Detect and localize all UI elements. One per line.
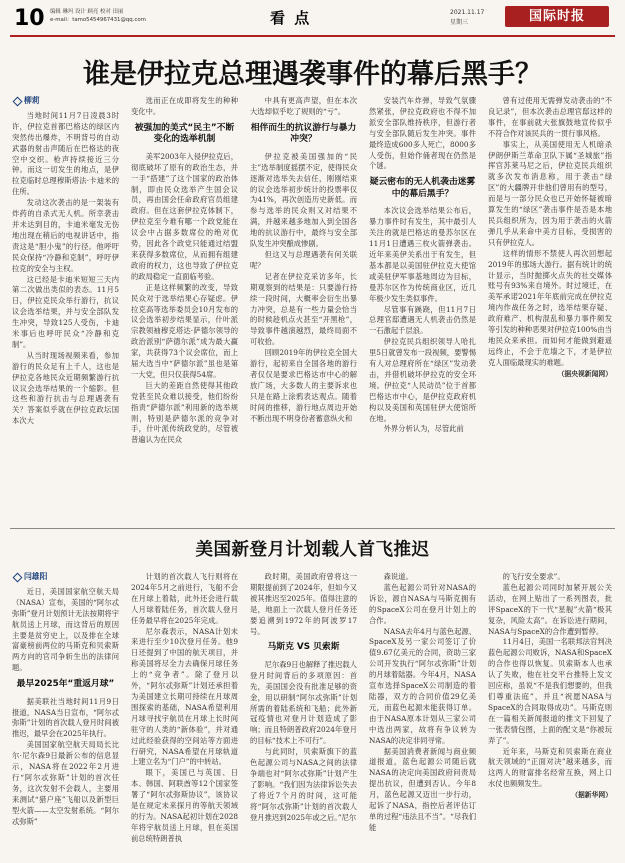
paragraph: 安装汽车炸弹，导致气氛骤然紧张，伊拉克政府也不得不加派安全部队维持秩序，但游行者与安全部队随后发生冲突。事件最终造成600多人死亡，8000多人受伤，但始作俑者现在仍然是个谜。 — [369, 96, 476, 171]
article2-subheading-2: 马斯克 VS 贝索斯 — [267, 642, 340, 653]
paragraph: 这已经是卡迪米短短三天内第二次做出类似的表态。11月5日，伊拉克民众举行游行，抗议议会选举结果，并与安全部队发生冲突，导致125人受伤，卡迪米事后也呼吁民众“冷静和克制”。 — [12, 274, 119, 349]
article2-byline — [14, 572, 119, 583]
diamond-icon — [13, 572, 23, 582]
article2-column-2 — [131, 572, 238, 860]
paragraph: 据美联社当地时间11月9日报道，NASA当日宣布，“阿尔忒弥斯”计划的首次载人登月时间被推迟，最早会在2025年执行。 — [12, 696, 119, 739]
article2-column-3 — [250, 572, 357, 860]
paragraph: 从当时现场视频来看，参加游行的民众足有上千人，这也是伊拉克各地民众近期频繁游行抗议议会选举结果的一个缩影。但这些和游行抗击与总理遇袭有关？答案似乎就在伊拉克政坛国本次大 — [12, 350, 119, 426]
paragraph: 当地时间11月7日凌晨3时许，伊拉克首都巴格达的绿区内突然传出爆炸，不明背号的自动武器的射击声随后在巴格达的夜空中交织。枪声持续接近三分钟。而这一切发生的地点，是伊拉克临时总理穆斯塔法·卡迪米的住所。 — [12, 110, 119, 197]
paragraph: 与此同时，贝索斯旗下的蓝色起源公司与NASA之间的法律争端也对“阿尔忒弥斯”计划产生了影响。“我们因为法律诉讼失去了将近7个月的时间，这可能将“阿尔忒弥斯”计划的首次载人登月推迟到2025年或之后。”尼尔 — [250, 747, 357, 822]
paragraph: 巨大的差距自然使得其他政党甚至民众难以接受，他们纷纷指责“萨德尔派”利用新的选举规则，特别是萨德尔派的竞争对手，什叶派传统政党的，尽管被普遍认为在民众 — [131, 380, 238, 445]
paragraph: 11月4日，美国一名联邦法官判决蓝色起源公司败诉，NASA和SpaceX的合作也得以恢复。贝索斯本人也承认了失败，他在社交平台推特上发文回应称，虽说“不是我们想要的，但我们尊重法庭”，并且“祝愿NASA与SpaceX的合同取得成功”。马斯克则在一篇相关新闻报道的推文下回复了一张表情包图，上面的配文是“你被玩弄了”。 — [488, 637, 612, 745]
paragraph: 尼尔森9日也解释了推迟载人登月时间背后的多项原因：首先，美国国会没有批准足够的资金，用以研制“阿尔忒弥斯”计划所需的着陆系统和飞船；此外新冠疫情也对登月计划造成了影响；而且特朗普政府2024年登月的目标“技术上不可行”。 — [250, 659, 357, 746]
article2-subheading-1: 最早2025年“重返月球” — [16, 679, 115, 690]
page-number: 10 — [14, 6, 45, 31]
paragraph: 正是这样频繁的改变，导致民众对于选举结果心存疑虑。伊拉克高等选举委员会10月发布的议会选举初步结果显示，什叶派宗教领袖穆克塔达·萨德尔领导的政治派别“萨德尔派”成为最大赢家，共获得73个议会席位，而上届大选当中“萨德尔派”虽也是第一大党，但只仅获得54席。 — [131, 282, 238, 379]
paragraph: 近日，美国国家航空航天局（NASA）宣布，美国的“阿尔忒弥斯”登月计划预计无法按期将宇航员送上月球，而这背后的原因主要是贫穷史上，以及排在全球富豪榜前两位的马斯克和贝索斯两方向的官司争斩生出的法律问题。 — [12, 586, 119, 673]
paragraph: 眼下，美国已与英国、日本、韩国、阿联酋等12个国家签署了“阿尔忒弥斯协议”，该协议是在规定未来探月的等航天领域的行为。NASA起初计划在2028年将宇航员送上月球，但在美国前总统特朗普执 — [131, 768, 238, 843]
paragraph: 尼尔森表示，NASA计划未来进行至少10次登月任务。他9日还提到了中国的航天项目，并称美国将尽全力去确保月球任务上的“竞争者”。除了登月以外，“阿尔忒弥斯”计划还承担着为美国建立长期可持续在月球周围探索的基础，NASA希望利用月球寻找宇航员在月球上长时间驻守的人类的“新体验”，并对通过此经验获得的空间站等方面进行研究，NASA希望在月球轨道上建立名为“门户”的中转站。 — [131, 626, 238, 767]
paragraph: 本次议会选举结果公布后，暴力事件时有发生，其中最引人关注的就是巴格达的曼苏尔区在11月1日遭遇三枚火箭弹袭击。近年来美伊关系出于有发生，但基本都是以美国驻伊拉克大使馆或美驻伊军事基地周边为目标，曼苏尔区作为传统商业区，近几年极少发生类似事件。 — [369, 206, 476, 303]
paragraph: 政时期，美国政府曾将这一期限提前到了2024年，但如今又被其推迟至2025年。值得注意的是，地面上一次载人登月任务还要追溯到1972年的阿波罗17号。 — [250, 572, 357, 636]
page-header — [0, 0, 625, 36]
paragraph: 发动这次袭击的是一架装有炸药的自杀式无人机。所幸袭击并未达到目的，卡迪米毫发无伤地出现在稍后的电视讲话中，指责这是“胆小鬼”的行径。他呼吁民众保持“冷静和克制”，呼吁伊拉克的安全与主权。 — [12, 198, 119, 273]
paragraph: 事实上，从美国使用无人机暗杀伊朗伊斯兰革命卫队下属“圣城旅”指挥官苏莱马尼之后，伊拉克民兵组织就多次发布消息称，用于袭击“绿区”的大疆牌开非他们曾用有的型号，而是与一部分民众也已开始怀疑被暗算发生的“绿区”袭击事件是否是本地民兵组织所为，因为用于袭击的火箭弹几乎从来命中美方目标，受损害的只有伊拉克人。 — [488, 139, 612, 247]
paragraph: 伊拉克被美国强加的“民主”选举制度摇摆不定，使得民众逐渐对选举失去信任，刚刚结束的议会选举初步统计的投票率仅为41%，再次创造历史新低。而参与选举的民众则又对结果不满，并越来越多地加入到全国各地的抗议游行中，最终与安全部队发生冲突酿成惨剧。 — [250, 151, 357, 249]
article-divider — [10, 528, 615, 529]
article2-source: （据新华网） — [571, 791, 612, 800]
paragraph: 记者在伊拉克采访多年，长期观察到的结果是：只要游行持续一段时间，大概率会衍生出暴力冲突，总是有一些力量会恰当的时候趁机点火甚至“开黑枪”，导致事件越演越烈，最终局面不可收拾。 — [250, 271, 357, 347]
paragraph: 蓝色起源公司针对NASA的诉讼，源自NASA与马斯克拥有的SpaceX公司在登月计划上的合作。 — [369, 582, 476, 625]
editor-line: 编辑 琳玛 设计 顾亮 校对 田丽 — [50, 9, 124, 15]
article2-column-5 — [488, 572, 612, 860]
paragraph: 森说道。 — [383, 572, 413, 581]
paragraph: 选而正在成即将发生的种种变化中。 — [131, 96, 238, 116]
article1-headline: 谁是伊拉克总理遇袭事件的幕后黑手？ — [83, 59, 542, 90]
article1-subheading-2: 相伴而生的抗议游行与暴力冲突？ — [250, 122, 357, 145]
paragraph: 美国国家航空航天局局长比尔·尼尔森9日最新公布的信息显示，NASA将在2022年2月进行“阿尔忒弥斯”计划的首次任务，这次发射不会载人，主要用来测试“猎户座”飞船以及新型巨型火箭——太空发射系统。“阿尔忒弥斯” — [12, 740, 119, 826]
article1-subheading-3: 疑云密布的无人机袭击迷雾中的幕后黑手？ — [369, 177, 476, 199]
paragraph: 这样的情形不禁使人再次回想起2019年的那场大游行。据有统计的统计显示，当时抛掷火点失的社交媒体账号有93%来自境外。时过境迁，在美军承诺2021年年底前完成在伊拉克境内作战任务之时，选举结果存疑、政府难产、机构混乱和暴力事件频发等引发的种种恶果对伊拉克100%由当地民众来承担。而如何才能做到避遥远终止，不会于危墙之下，才是伊拉克人面临最现实的难题。 — [488, 248, 612, 367]
editor-email: e-mail：tamo5454967431@qq.com — [50, 16, 146, 23]
newspaper-logo: 国际时报 — [505, 6, 609, 27]
header-rule — [10, 35, 615, 37]
paragraph: NASA去年4月与蓝色起源、SpaceX及另一家公司签订了价值9.67亿美元的合同，资助三家公司开发执行“阿尔忒弥斯”计划的月球着陆器。今年4月，NASA宣布选择SpaceX公司制造的着陆器，双方的合同价值29亿美元，而蓝色起源未能获得订单。由于NASA原本计划从三家公司中选出两家，故将有争议转为NASA的决定非同寻常。 — [369, 626, 476, 745]
article2-headline: 美国新登月计划载人首飞推迟 — [195, 540, 430, 560]
article2-author: 闫雄阳 — [24, 572, 48, 581]
diamond-icon — [13, 96, 23, 106]
article1-subheading-1: 被强加的美式“民主”不断变化的选举机制 — [134, 122, 235, 145]
paragraph: 伊拉克民兵组织领导人哈扎里5日就曾发布一段视频，要警惕有人对总理府所在“绿区”发动袭击，并借机破坏伊拉克的安全环境。伊拉克“人民动员”位于首都巴格达市中心，是伊拉克政府机构以及美国和英国驻伊大使馆所在地。 — [369, 337, 476, 423]
paragraph: 美军2003年入侵伊拉克后，彻底破坏了原有的政治生态，并一手“搭建”了这个国家的政治体制，即由民众选举产生国会议员，再由国会任命政府官员组建政府。但在这套伊拉克体制下，伊拉克至今难有哪一个政党能在议会中占据多数席位的绝对优势，因此各个政党只能通过结盟来获得多数席位，从而拥有组建政府的权力，这也导致了伊拉克的政局稳定一直面临考验。 — [131, 151, 238, 281]
paragraph: 回顾2019年的伊拉克全国大游行，起初来自全国各地的游行者仅仅是要求巴格达市中心的解放广场，大多数人的主要诉求也只是在路上涂鸦表达观点。随着时间的推移，游行地点周边开始不断出现不明身份者蓄意纵火和 — [250, 348, 357, 423]
paragraph: 计划的首次载人飞行则将在2024年5月之前进行，飞船不会在月球上着陆，此外还会进行载人月球着陆任务，首次载人登月任务最早将在2025年完成。 — [131, 572, 238, 625]
article2-column-4 — [369, 572, 476, 860]
article1-column-1 — [12, 96, 119, 524]
issue-date — [450, 8, 484, 28]
article1-column-3 — [250, 96, 357, 524]
paragraph: 近年来，马斯克和贝索斯在商业航天领域的“正面对决”越来越多，而这两人的财富排名经常互换，网上口水仗也频频发生。 — [488, 746, 612, 789]
weekday-text: 星期三 — [450, 19, 469, 26]
paragraph: 曾有过使用无需弹发动袭击的“不良记录”，但本次袭击总理官邸这样的事件，在事前就大张旗鼓地宣传似乎不符合作对该民兵的一贯行事风格。 — [488, 96, 612, 138]
article2-column-1 — [12, 572, 119, 860]
article1-column-2 — [131, 96, 238, 524]
article1-author: 柳莉 — [24, 96, 40, 105]
editor-credits — [50, 9, 146, 24]
paragraph: 据美国消费者新闻与商业频道报道，蓝色起源公司随后就NASA的决定向美国政府问责局提出抗议，但遭到否认。今年8月，蓝色起源又迈出一步行动，起诉了NASA，指控后者评估订单的过程“违法且不当”。“尽我们能 — [369, 746, 476, 832]
article1-source: （据央视新闻网） — [557, 369, 612, 378]
paragraph: 的飞行安全要求”。 — [502, 572, 565, 581]
date-text: 2021.11.17 — [450, 9, 485, 16]
article1-byline — [14, 96, 119, 107]
paragraph: 尽管事有蹊跷，但11月7日总理官邸遭遇无人机袭击仍然是一石激起千层浪。 — [369, 304, 476, 336]
section-title: 看 点 — [270, 9, 312, 27]
article1-column-4 — [369, 96, 476, 524]
article1-column-5 — [488, 96, 612, 524]
paragraph: 外界分析认为，尽管此前 — [383, 424, 464, 434]
paragraph: 蓝色起源公司同时加紧开展公关活动，在网上贴出了一系列图表，批评SpaceX的下一代“星舰”火箭“极其复杂，风险太高”。在诉讼进行期间，NASA与SpaceX的合作遭到暂停。 — [488, 582, 612, 636]
paragraph: 但这又与总理遇袭有何关联呢？ — [250, 249, 357, 270]
paragraph: 中具有更高声望，但在本次大选却似乎吃了规则的“亏”。 — [250, 96, 357, 116]
